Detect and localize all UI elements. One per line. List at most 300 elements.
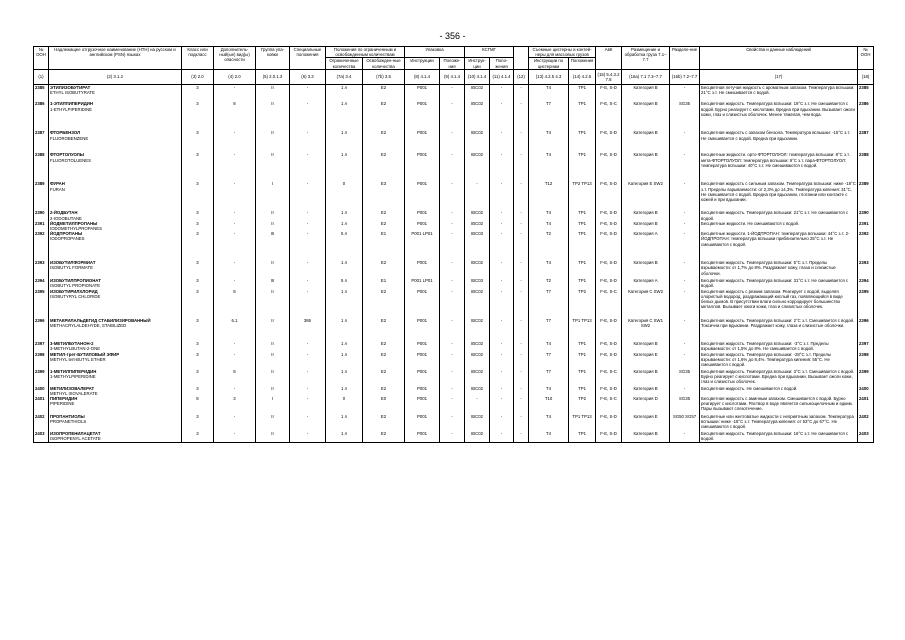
cell-un-number: 2402 — [34, 414, 49, 431]
col-num: (10) 4.1.4 — [465, 69, 490, 84]
header-tank-provisions: Положения — [569, 58, 596, 69]
cell-special-provisions: - — [290, 210, 326, 220]
name-english: ISOPROPENYL ACETATE — [50, 436, 101, 442]
cell-stowage: Категория B — [622, 210, 670, 220]
cell-ems: F-E, S-D — [596, 278, 622, 288]
cell-tank-provisions: TP1 — [569, 369, 596, 386]
cell-col-12: - — [514, 352, 529, 369]
cell-special-provisions: - — [290, 369, 326, 386]
header-ibc-instructions: Инструк-ции — [465, 58, 490, 69]
cell-segregation: - — [670, 289, 700, 318]
col-num: (1) — [34, 69, 49, 84]
table-row — [34, 369, 874, 386]
table-row — [34, 386, 874, 396]
cell-packing-provisions: - — [440, 386, 465, 396]
table-row — [34, 431, 874, 443]
cell-segregation: - — [670, 431, 700, 443]
cell-ibc-instructions: - — [465, 181, 490, 210]
cell-col-12: - — [514, 278, 529, 288]
cell-packing-provisions: - — [440, 260, 465, 278]
cell-packing-group: II — [256, 101, 290, 130]
cell-shipping-name — [49, 152, 182, 181]
cell-packing-provisions: - — [440, 231, 465, 260]
cell-un-number: 2390 — [34, 210, 49, 220]
cell-special-provisions: - — [290, 260, 326, 278]
cell-ems: F-E, S-D — [596, 84, 622, 101]
cell-shipping-name — [49, 130, 182, 152]
cell-ems: F-E, S-C — [596, 369, 622, 386]
cell-subsidiary-hazard: 8 — [214, 289, 256, 318]
cell-packing-provisions: - — [440, 210, 465, 220]
header-properties: Свойства и данные наблюдений — [700, 47, 858, 70]
cell-ems: F-E, S-D — [596, 130, 622, 152]
cell-un-number-right: 2386 — [858, 101, 874, 130]
table-row — [34, 152, 874, 181]
dangerous-goods-list-table — [33, 46, 874, 443]
cell-limited-qty: 1 л — [326, 431, 363, 443]
cell-ems: F-E, S-D — [596, 231, 622, 260]
cell-un-number-right: 2402 — [858, 414, 874, 431]
cell-excepted-qty: E2 — [363, 386, 405, 396]
cell-ems: F-E, S-D — [596, 181, 622, 210]
header-special-provisions: Специальные положения — [290, 47, 326, 70]
cell-class: 3 — [182, 278, 214, 288]
header-subsidiary-hazard: Дополнитель-ный(ые) вид(ы) опасности — [214, 47, 256, 70]
cell-packing-group: II — [256, 130, 290, 152]
cell-excepted-qty: E0 — [363, 396, 405, 414]
name-english: ISOBUTYL FORMATE — [50, 265, 93, 271]
cell-shipping-name — [49, 396, 182, 414]
cell-properties: Бесцветная жидкость. Температура вспышки: 3°C з.т. Смешивается с водой. Бурно реагирует с кислотами. Вредна при вдыхании. Вызывает ожоги кожи, глаз и слизистых оболочек. — [700, 369, 858, 386]
header-numbers-row — [34, 69, 874, 84]
cell-limited-qty: 1 л — [326, 352, 363, 369]
cell-limited-qty: 1 л — [326, 260, 363, 278]
table-row — [34, 181, 874, 210]
cell-ibc-provisions: - — [490, 369, 514, 386]
cell-special-provisions: - — [290, 341, 326, 352]
cell-un-number: 2386 — [34, 101, 49, 130]
cell-un-number-right: 2400 — [858, 386, 874, 396]
cell-special-provisions: - — [290, 289, 326, 318]
cell-ibc-provisions: - — [490, 231, 514, 260]
cell-shipping-name — [49, 278, 182, 288]
cell-tank-instructions: T10 — [529, 396, 569, 414]
col-num: (11) 4.1.4 — [490, 69, 514, 84]
cell-tank-provisions: TP1 — [569, 231, 596, 260]
cell-shipping-name — [49, 318, 182, 341]
col-num: (13) 4.2.5 4.3 — [529, 69, 569, 84]
cell-ibc-provisions: - — [490, 84, 514, 101]
cell-ibc-instructions: IBC03 — [465, 278, 490, 288]
cell-class: 3 — [182, 318, 214, 341]
page-number: - 356 - — [439, 31, 466, 41]
cell-shipping-name — [49, 431, 182, 443]
cell-shipping-name — [49, 101, 182, 130]
cell-tank-instructions: T4 — [529, 414, 569, 431]
cell-tank-provisions: TP1 — [569, 101, 596, 130]
cell-un-number-right: 2403 — [858, 431, 874, 443]
header-tank-instructions: Инструкции по цистернам — [529, 58, 569, 69]
cell-ibc-provisions: - — [490, 396, 514, 414]
cell-stowage: Категория B — [622, 101, 670, 130]
cell-excepted-qty: E1 — [363, 231, 405, 260]
cell-properties: Бесцветная жидкость. Температура вспышки: -3°C з.т. Пределы взрываемости: от 1,5% до 8%. Не смешивается с водой. — [700, 341, 858, 352]
col-num: (3) 2.0 — [182, 69, 214, 84]
cell-ibc-instructions: IBC02 — [465, 152, 490, 181]
cell-ibc-provisions: - — [490, 289, 514, 318]
cell-ibc-instructions: IBC02 — [465, 101, 490, 130]
cell-segregation: - — [670, 152, 700, 181]
cell-un-number: 2400 — [34, 386, 49, 396]
cell-packing-instructions: P001 — [405, 152, 440, 181]
cell-tank-provisions: TP1 — [569, 130, 596, 152]
cell-shipping-name — [49, 84, 182, 101]
header-un-number: № ООН — [34, 47, 49, 70]
name-english: 3-METHYLBUTAN-2-ONE — [50, 345, 101, 351]
cell-ibc-instructions: IBC02 — [465, 210, 490, 220]
cell-subsidiary-hazard: - — [214, 278, 256, 288]
cell-special-provisions: - — [290, 221, 326, 231]
cell-properties: Бесцветная летучая жидкость с ароматным запахом. Температура вспышки: 21°C з.т. Не смешивается с водой. — [700, 84, 858, 101]
cell-packing-group: II — [256, 210, 290, 220]
name-russian: ЙОДМЕТИЛПРОПАНЫ — [50, 220, 98, 226]
cell-packing-group: II — [256, 289, 290, 318]
cell-tank-instructions: T7 — [529, 101, 569, 130]
cell-subsidiary-hazard: - — [214, 414, 256, 431]
cell-tank-provisions: TP1 — [569, 210, 596, 220]
name-english: IODOMETHYLPROPANES — [50, 225, 102, 231]
name-russian: МЕТАКРИЛАЛЬДЕГИД СТАБИЛИЗИРОВАННЫЙ — [50, 317, 151, 323]
cell-ems: F-E, S-D — [596, 318, 622, 341]
cell-limited-qty: 1 л — [326, 369, 363, 386]
cell-shipping-name — [49, 210, 182, 220]
cell-un-number: 2385 — [34, 84, 49, 101]
cell-ibc-provisions: - — [490, 431, 514, 443]
cell-packing-provisions: - — [440, 84, 465, 101]
cell-packing-provisions: - — [440, 221, 465, 231]
cell-ibc-instructions: IBC02 — [465, 386, 490, 396]
name-russian: 1-ЭТИЛПИПЕРИДИН — [50, 101, 93, 107]
cell-tank-provisions: TP1 — [569, 352, 596, 369]
cell-un-number: 2401 — [34, 396, 49, 414]
cell-packing-group: II — [256, 318, 290, 341]
cell-tank-provisions: TP2 TP13 — [569, 181, 596, 210]
cell-un-number-right: 2395 — [858, 289, 874, 318]
cell-un-number-right: 2401 — [858, 396, 874, 414]
cell-stowage: Категория B — [622, 386, 670, 396]
cell-class: 3 — [182, 181, 214, 210]
table-row — [34, 221, 874, 231]
cell-ibc-instructions: IBC02 — [465, 431, 490, 443]
cell-limited-qty: 0 — [326, 396, 363, 414]
cell-segregation: - — [670, 181, 700, 210]
cell-un-number-right: 2385 — [858, 84, 874, 101]
col-num: (7b) 3.5 — [363, 69, 405, 84]
cell-excepted-qty: E2 — [363, 414, 405, 431]
cell-col-12: - — [514, 84, 529, 101]
cell-packing-instructions: P001 — [405, 181, 440, 210]
cell-un-number-right: 2388 — [858, 152, 874, 181]
cell-packing-provisions: - — [440, 130, 465, 152]
cell-packing-group: II — [256, 431, 290, 443]
cell-excepted-qty: E2 — [363, 289, 405, 318]
cell-shipping-name — [49, 221, 182, 231]
cell-segregation: - — [670, 352, 700, 369]
cell-shipping-name — [49, 369, 182, 386]
cell-subsidiary-hazard: 8 — [214, 369, 256, 386]
cell-packing-provisions: - — [440, 318, 465, 341]
name-english: ISOBUTYL PROPIONATE — [50, 283, 101, 289]
header-row — [34, 47, 874, 58]
cell-ems: F-E, S-C — [596, 396, 622, 414]
cell-col-12: - — [514, 101, 529, 130]
cell-packing-group: III — [256, 231, 290, 260]
cell-packing-instructions: P001 — [405, 84, 440, 101]
cell-tank-instructions: T7 — [529, 369, 569, 386]
name-english: ISOBUTYRYL CHLORIDE — [50, 293, 101, 299]
cell-segregation: SG50 SG57 — [670, 414, 700, 431]
cell-limited-qty: 1 л — [326, 386, 363, 396]
cell-special-provisions: - — [290, 101, 326, 130]
cell-un-number: 2403 — [34, 431, 49, 443]
cell-class: 3 — [182, 260, 214, 278]
cell-packing-group: I — [256, 396, 290, 414]
col-num: (6) 3.3 — [290, 69, 326, 84]
table-row — [34, 414, 874, 431]
cell-class: 3 — [182, 210, 214, 220]
cell-ems: F-E, S-D — [596, 341, 622, 352]
cell-excepted-qty: E2 — [363, 101, 405, 130]
name-russian: 3-МЕТИЛБУТАНОН-2 — [50, 340, 94, 346]
header-packing: Упаковка — [405, 47, 465, 58]
cell-ibc-instructions: IBC02 — [465, 341, 490, 352]
cell-stowage: Категория E SW2 — [622, 181, 670, 210]
cell-stowage: Категория B — [622, 84, 670, 101]
name-russian: МЕТИЛ-трет-БУТИЛОВЫЙ ЭФИР — [50, 351, 120, 357]
cell-class: 8 — [182, 396, 214, 414]
cell-properties: Бесцветная жидкость. Температура вспышки: -28°C з.т. Пределы взрываемости: от 1,6% до 8,4%. Температура кипения: 55°C. Не смешивается с водой. — [700, 352, 858, 369]
cell-tank-instructions: T4 — [529, 152, 569, 181]
cell-ibc-instructions: - — [465, 396, 490, 414]
cell-properties: Бесцветные жидкости. 1-ЙОДПРОПАН: температура вспышки: 44°C з.т. 2-ЙОДПРОПАН: температура вспышки приблизительно 25°C з.т. Не смешиваются с водой. — [700, 231, 858, 260]
cell-properties: Бесцветная жидкость. Температура вспышки: 31°C з.т. Не смешивается с водой. — [700, 278, 858, 288]
cell-ibc-instructions: IBC02 — [465, 414, 490, 431]
name-english: METHACRYLALDEHYDE, STABILIZED — [50, 322, 127, 328]
name-english: IODOPROPANES — [50, 236, 85, 242]
cell-properties: Бесцветная жидкость с аминным запахом. Смешивается с водой. Бурно реагирует с кислотами. Раствор в воде является сильнощелочным и едким. Пары вызывают слезотечение. — [700, 396, 858, 414]
header-stowage: Размещение и обработка груза 7.1–7.7 — [622, 47, 670, 70]
cell-packing-provisions: - — [440, 352, 465, 369]
cell-class: 3 — [182, 231, 214, 260]
cell-class: 3 — [182, 221, 214, 231]
cell-limited-qty: 1 л — [326, 210, 363, 220]
cell-excepted-qty: E2 — [363, 130, 405, 152]
cell-subsidiary-hazard: - — [214, 221, 256, 231]
cell-excepted-qty: E2 — [363, 210, 405, 220]
col-num: (16a) 7.1 7.3–7.7 — [622, 69, 670, 84]
cell-subsidiary-hazard: 8 — [214, 101, 256, 130]
header-col-12 — [514, 47, 529, 70]
cell-tank-instructions: T4 — [529, 210, 569, 220]
name-russian: 1-МЕТИЛПИПЕРИДИН — [50, 368, 97, 374]
cell-un-number-right: 2392 — [858, 231, 874, 260]
cell-un-number: 2388 — [34, 152, 49, 181]
cell-packing-group: II — [256, 386, 290, 396]
cell-tank-provisions: TP1 TP13 — [569, 318, 596, 341]
cell-ibc-provisions: - — [490, 278, 514, 288]
cell-ems: F-E, S-D — [596, 152, 622, 181]
cell-tank-instructions: T7 — [529, 352, 569, 369]
cell-un-number-right: 2396 — [858, 318, 874, 341]
cell-ibc-provisions: - — [490, 352, 514, 369]
table-row — [34, 396, 874, 414]
cell-un-number: 2399 — [34, 369, 49, 386]
cell-stowage: Категория E — [622, 352, 670, 369]
table-row — [34, 260, 874, 278]
name-russian: ЭТИЛИЗОБУТИРАТ — [50, 84, 91, 90]
cell-shipping-name — [49, 414, 182, 431]
cell-packing-instructions: P001 — [405, 260, 440, 278]
name-english: FURAN — [50, 186, 65, 192]
cell-ibc-provisions: - — [490, 221, 514, 231]
cell-properties: Бесцветные или желтоватые жидкости с неприятным запахом. Температура вспышки: ниже -18°C з.т. Температура кипения: от 53°C до 67°C. Не смешиваются с водой. — [700, 414, 858, 431]
cell-packing-group: II — [256, 352, 290, 369]
cell-excepted-qty: E2 — [363, 260, 405, 278]
col-num: (8) 4.1.4 — [405, 69, 440, 84]
cell-excepted-qty: E3 — [363, 181, 405, 210]
cell-limited-qty: 1 л — [326, 130, 363, 152]
cell-segregation: - — [670, 386, 700, 396]
cell-un-number: 2396 — [34, 318, 49, 341]
cell-stowage: Категория E — [622, 414, 670, 431]
cell-properties: Бесцветные жидкости. орто-ФТОРТОЛУОЛ: температура вспышки: 8°C з.т. мета-ФТОРТОЛУОЛ: температура вспышки: 9°C з.т. пара-ФТОРТОЛУОЛ: температура вспышки: 40°C з.т. Не смешиваются с водой. — [700, 152, 858, 181]
cell-segregation: - — [670, 278, 700, 288]
cell-stowage: Категория B — [622, 152, 670, 181]
header-packing-group: Группа упа-ковки — [256, 47, 290, 70]
cell-packing-provisions: - — [440, 341, 465, 352]
header-ibc-provisions: Поло-жения — [490, 58, 514, 69]
cell-tank-provisions: TP1 TP13 — [569, 414, 596, 431]
cell-properties: Бесцветная жидкость с сильным запахом. Температура вспышки: ниже -18°C з.т. Пределы взрываемости: от 2,3% до 14,3%. Температура кипения: 31°C. Не смешивается с водой. Вредна при вдыхании, глотании или контакте с кожей и при вдыхании. — [700, 181, 858, 210]
cell-ems: F-E, S-C — [596, 289, 622, 318]
cell-un-number-right: 2397 — [858, 341, 874, 352]
cell-tank-provisions: TP1 — [569, 386, 596, 396]
table-row — [34, 130, 874, 152]
header-excepted-qty: Освобожден-ные количества — [363, 58, 405, 69]
cell-special-provisions: - — [290, 414, 326, 431]
cell-tank-instructions: T7 — [529, 318, 569, 341]
cell-un-number: 2387 — [34, 130, 49, 152]
cell-ibc-instructions: IBC02 — [465, 260, 490, 278]
cell-packing-instructions: P001 LP01 — [405, 278, 440, 288]
name-english: PROPANETHIOLS — [50, 419, 87, 425]
cell-tank-provisions: TP1 — [569, 278, 596, 288]
name-english: FLUOROBENZENE — [50, 135, 89, 141]
cell-special-provisions: - — [290, 181, 326, 210]
cell-packing-provisions: - — [440, 369, 465, 386]
cell-segregation: SG35 — [670, 396, 700, 414]
cell-un-number-right: 2393 — [858, 260, 874, 278]
cell-limited-qty: 1 л — [326, 101, 363, 130]
col-num: (9) 4.1.4 — [440, 69, 465, 84]
cell-un-number-right: 2398 — [858, 352, 874, 369]
cell-packing-provisions: - — [440, 278, 465, 288]
cell-col-12: - — [514, 414, 529, 431]
cell-segregation: - — [670, 260, 700, 278]
cell-un-number: 2398 — [34, 352, 49, 369]
cell-limited-qty: 1 л — [326, 221, 363, 231]
cell-col-12: - — [514, 289, 529, 318]
cell-subsidiary-hazard: - — [214, 341, 256, 352]
cell-col-12: - — [514, 231, 529, 260]
cell-properties: Бесцветные жидкости. Не смешиваются с водой. — [700, 221, 858, 231]
cell-un-number-right: 2399 — [858, 369, 874, 386]
header-ems: АвК — [596, 47, 622, 70]
cell-ibc-provisions: - — [490, 130, 514, 152]
cell-special-provisions: 386 — [290, 318, 326, 341]
cell-un-number-right: 2387 — [858, 130, 874, 152]
header-packing-instructions: Инструкции — [405, 58, 440, 69]
cell-segregation: - — [670, 84, 700, 101]
cell-stowage: Категория B — [622, 369, 670, 386]
cell-segregation: - — [670, 231, 700, 260]
name-russian: ПИПЕРИДИН — [50, 395, 78, 401]
name-russian: ИЗОБУТИЛПРОПИОНАТ — [50, 278, 101, 284]
cell-tank-provisions: TP2 — [569, 289, 596, 318]
cell-class: 3 — [182, 289, 214, 318]
col-num: (18) — [858, 69, 874, 84]
cell-class: 3 — [182, 101, 214, 130]
cell-ibc-provisions: - — [490, 318, 514, 341]
header-segregation: Разделе-ние — [670, 47, 700, 70]
cell-special-provisions: - — [290, 278, 326, 288]
cell-special-provisions: - — [290, 386, 326, 396]
name-english: 1-ETHYLPIPERIDINE — [50, 106, 93, 112]
cell-stowage: Категория A — [622, 278, 670, 288]
cell-shipping-name — [49, 181, 182, 210]
cell-un-number: 2397 — [34, 341, 49, 352]
cell-segregation: - — [670, 221, 700, 231]
cell-segregation: - — [670, 318, 700, 341]
cell-subsidiary-hazard: - — [214, 84, 256, 101]
cell-tank-instructions: T4 — [529, 431, 569, 443]
cell-packing-group: II — [256, 260, 290, 278]
cell-class: 3 — [182, 414, 214, 431]
cell-tank-instructions: T4 — [529, 84, 569, 101]
cell-ibc-provisions: - — [490, 414, 514, 431]
cell-ems: F-E, S-D — [596, 221, 622, 231]
cell-subsidiary-hazard: - — [214, 352, 256, 369]
cell-class: 3 — [182, 341, 214, 352]
cell-ems: F-E, S-D — [596, 414, 622, 431]
cell-col-12: - — [514, 318, 529, 341]
col-num: (15) 5.4.3.2 7.8 — [596, 69, 622, 84]
cell-subsidiary-hazard: - — [214, 231, 256, 260]
cell-excepted-qty: E2 — [363, 369, 405, 386]
cell-tank-instructions: T4 — [529, 260, 569, 278]
cell-segregation: - — [670, 210, 700, 220]
name-russian: ФТОРТОЛУОЛЫ — [50, 152, 84, 158]
cell-ems: F-E, S-D — [596, 260, 622, 278]
cell-tank-provisions: TP1 — [569, 260, 596, 278]
cell-stowage: Категория D — [622, 396, 670, 414]
cell-ibc-instructions: IBC02 — [465, 130, 490, 152]
cell-shipping-name — [49, 386, 182, 396]
cell-un-number-right: 2389 — [858, 181, 874, 210]
cell-tank-provisions: TP1 — [569, 84, 596, 101]
cell-subsidiary-hazard: - — [214, 260, 256, 278]
cell-segregation: - — [670, 130, 700, 152]
